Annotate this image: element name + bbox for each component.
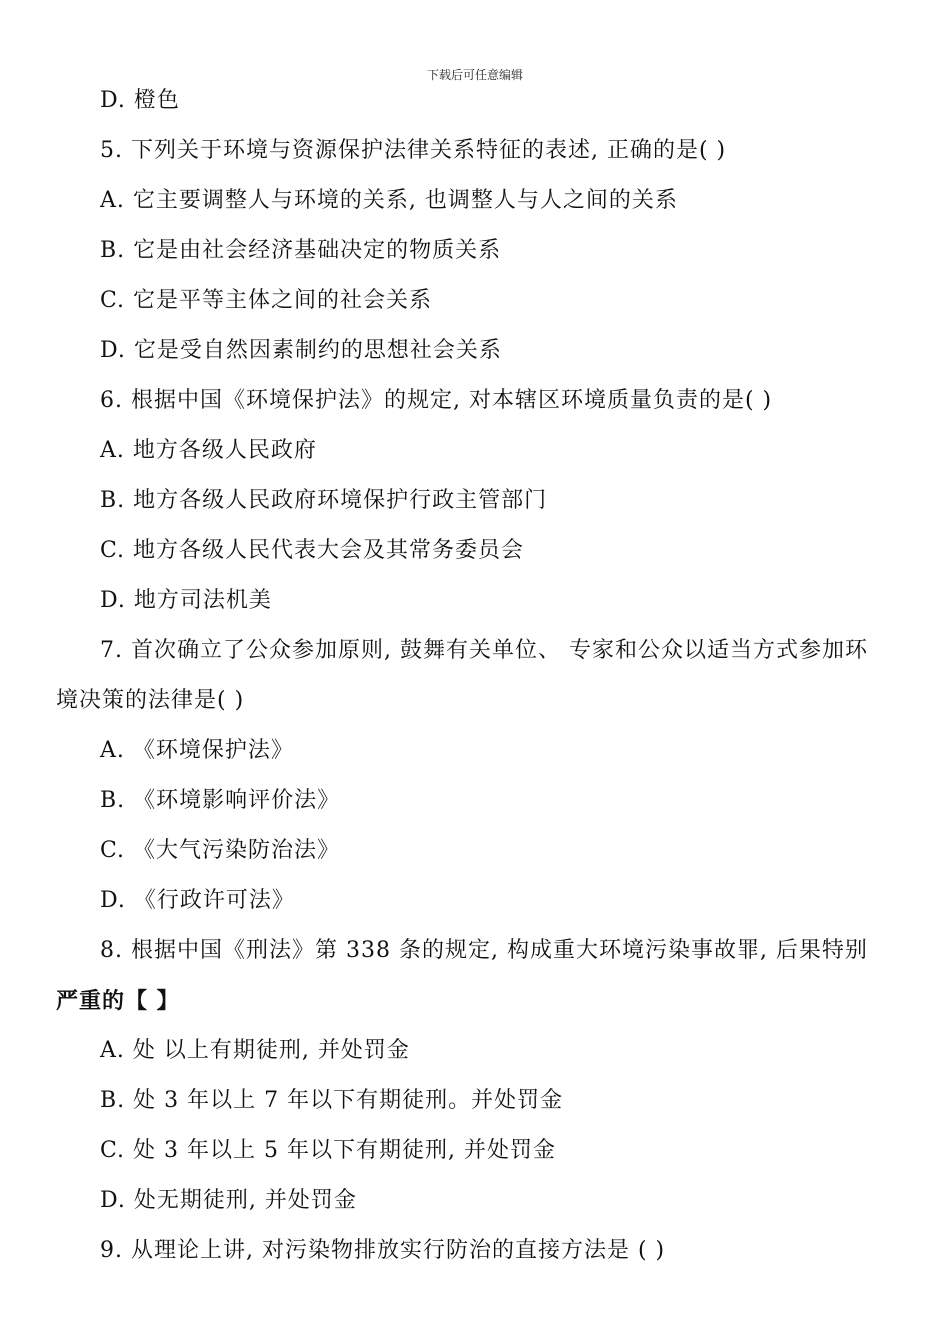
- option-line: B. 它是由社会经济基础决定的物质关系: [100, 238, 502, 263]
- option-line: B. 地方各级人民政府环境保护行政主管部门: [100, 488, 548, 513]
- option-line: D. 处无期徒刑, 并处罚金: [100, 1188, 357, 1213]
- option-line: D. 地方司法机美: [100, 588, 272, 613]
- question-line: 8. 根据中国《刑法》第 338 条的规定, 构成重大环境污染事故罪, 后果特别: [100, 938, 868, 963]
- option-line: B. 处 3 年以上 7 年以下有期徒刑。并处罚金: [100, 1088, 564, 1113]
- option-line: D. 橙色: [100, 88, 180, 113]
- option-line: A. 它主要调整人与环境的关系, 也调整人与人之间的关系: [100, 188, 678, 213]
- option-line: C. 《大气污染防治法》: [100, 838, 341, 863]
- question-line: 9. 从理论上讲, 对污染物排放实行防治的直接方法是 ( ): [100, 1238, 666, 1263]
- option-line: D. 《行政许可法》: [100, 888, 295, 913]
- question-continuation: 严重的【 】: [56, 988, 180, 1014]
- option-line: A. 《环境保护法》: [100, 738, 294, 763]
- question-line: 6. 根据中国《环境保护法》的规定, 对本辖区环境质量负责的是( ): [100, 388, 773, 413]
- question-continuation: 境决策的法律是( ): [56, 688, 245, 713]
- option-line: D. 它是受自然因素制约的思想社会关系: [100, 338, 502, 363]
- option-line: C. 地方各级人民代表大会及其常务委员会: [100, 538, 525, 563]
- question-line: 7. 首次确立了公众参加原则, 鼓舞有关单位、 专家和公众以适当方式参加环: [100, 638, 868, 663]
- option-line: C. 它是平等主体之间的社会关系: [100, 288, 433, 313]
- option-line: A. 地方各级人民政府: [100, 438, 317, 463]
- option-line: A. 处 以上有期徒刑, 并处罚金: [100, 1038, 410, 1063]
- option-line: C. 处 3 年以上 5 年以下有期徒刑, 并处罚金: [100, 1138, 556, 1163]
- question-line: 5. 下列关于环境与资源保护法律关系特征的表述, 正确的是( ): [100, 138, 727, 163]
- option-line: B. 《环境影响评价法》: [100, 788, 341, 813]
- page-header: 下载后可任意编辑: [426, 68, 523, 82]
